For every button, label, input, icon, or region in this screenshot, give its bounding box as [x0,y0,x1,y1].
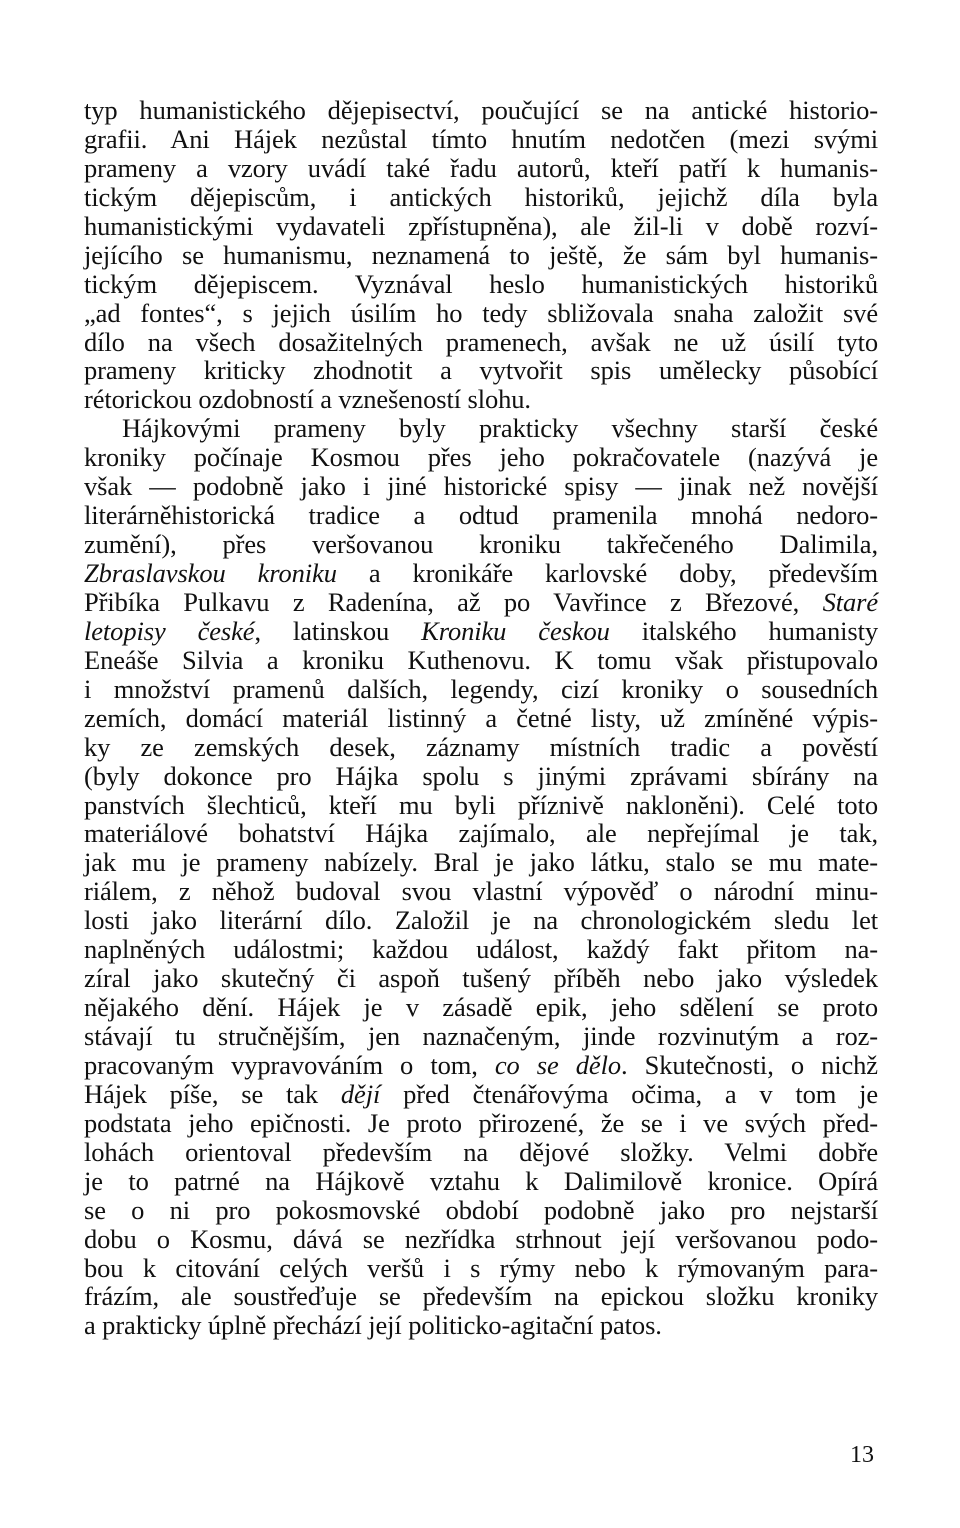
text-line [84,96,878,125]
text-line [84,501,878,530]
text-line [84,1196,878,1225]
text-segment: a kronikáře karlovské doby, především [336,558,878,588]
text-line [84,1138,878,1167]
text-line [84,1109,878,1138]
page-body [84,96,878,1340]
text-segment: (byly dokonce pro Hájka spolu s jinými zprávami sbírány na [84,760,878,791]
italic-title-text: Zbraslavskou kroniku [84,558,337,588]
text-line [84,704,878,733]
text-line [84,212,878,241]
text-segment: , latinskou [254,615,422,646]
text-segment: Hájkovými prameny byly prakticky všechny starší české [122,413,878,444]
text-segment: humanistickými vydavateli zpřístupněna), ale žil-li v době rozví- [84,210,878,241]
text-line [84,1282,878,1311]
text-line [84,1254,878,1283]
text-segment: prameny kriticky zhodnotit a vytvořit spis umělecky působící [84,355,878,386]
text-line [84,328,878,357]
text-segment: stávají tu stručnějším, jen naznačeným, jinde rozvinutým a roz- [84,1021,878,1051]
italic-title-text: dějí [340,1078,381,1109]
italic-title-text: letopisy české [84,615,255,646]
text-line [84,1311,878,1340]
text-line [84,1080,878,1109]
text-line [84,385,878,414]
text-line [84,1022,878,1051]
text-segment: typ humanistického dějepisectví, poučující se na antické historio- [84,95,878,125]
text-segment: se o ni pro pokosmovské období podobně jako pro nejstarší [84,1194,878,1225]
text-line [84,154,878,183]
text-line [84,443,878,472]
text-line [84,762,878,791]
text-segment: bou k citování celých veršů i s rýmy nebo k rýmovaným para- [84,1252,878,1283]
text-segment: je to patrné na Hájkově vztahu k Dalimilově kronice. Opírá [84,1165,878,1196]
text-line [84,588,878,617]
text-segment: Hájek píše, se tak [84,1078,341,1109]
italic-title-text: co se dělo [494,1049,621,1080]
text-segment: zumění), přes veršovanou kroniku takřečeného Dalimila, [84,529,878,560]
text-segment: před čtenářovýma očima, a v tom je [380,1078,879,1109]
italic-title-text: Staré [822,586,878,617]
text-segment: grafii. Ani Hájek nezůstal tímto hnutím nedotčen (mezi svými [84,123,878,154]
text-segment: literárněhistorická tradice a odtud pramenila mnohá nedoro- [84,500,878,531]
text-segment: zemích, domácí materiál listinný a četné listy, už zmíněné výpis- [84,702,878,733]
text-segment: frázím, ale soustřeďuje se především na epickou složku kroniky [84,1281,878,1312]
text-line [84,791,878,820]
text-segment: losti jako literární dílo. Založil je na chronologickém sledu let [84,905,878,936]
text-segment: „ad fontes“, s jejich úsilím ho tedy sbližovala snaha založit své [84,297,878,328]
text-line [84,299,878,328]
text-line [84,877,878,906]
text-segment: a prakticky úplně přechází její politicko-agitační patos. [84,1310,662,1341]
text-line [84,414,878,443]
text-segment: panstvích šlechticů, kteří mu byli příznivě nakloněni). Celé toto [84,789,878,820]
text-segment: však — podobně jako i jiné historické spisy — jinak než novější [84,471,878,502]
text-segment: tickým dějepiscem. Vyznával heslo humanistických historiků [84,268,878,299]
text-segment: kroniky počínaje Kosmou přes jeho pokračovatele (nazývá je [84,442,878,473]
text-segment: podstata jeho epičnosti. Je proto přirozené, že se i ve svých před- [84,1107,878,1138]
text-line [84,993,878,1022]
text-line [84,819,878,848]
text-line [84,241,878,270]
text-segment: . Skutečnosti, o nichž [621,1049,878,1080]
text-line [84,356,878,385]
text-segment: pracovaným vypravováním o tom, [84,1049,495,1080]
text-line [84,270,878,299]
text-segment: materiálové bohatství Hájka zajímalo, ale nepřejímal je tak, [84,818,878,849]
text-line [84,183,878,212]
text-segment: riálem, z něhož budoval svou vlastní výpověď o národní minu- [84,876,878,907]
text-line [84,125,878,154]
text-line [84,559,878,588]
text-segment: jejícího se humanismu, neznamená to ještě, že sám byl humanis- [84,239,878,270]
text-segment: i množství pramenů dalších, legendy, cizí kroniky o sousedních [84,673,878,704]
text-line [84,675,878,704]
text-line [84,1225,878,1254]
text-line [84,530,878,559]
text-line [84,935,878,964]
text-line [84,733,878,762]
text-line [84,906,878,935]
text-line [84,1167,878,1196]
text-segment: dílo na všech dosažitelných pramenech, avšak ne už úsilí tyto [84,326,878,357]
text-segment: rétorickou ozdobností a vznešeností slohu. [84,384,531,415]
text-line [84,1051,878,1080]
page-number: 13 [850,1442,874,1468]
text-line [84,848,878,877]
text-segment: lohách orientoval především na dějové složky. Velmi dobře [84,1136,878,1167]
text-line [84,472,878,501]
text-segment: nějakého dění. Hájek je v zásadě epik, jeho sdělení se proto [84,992,878,1023]
text-segment: prameny a vzory uvádí také řadu autorů, kteří patří k humanis- [84,152,878,183]
text-segment: italského humanisty [609,615,878,646]
text-segment: jak mu je prameny nabízely. Bral je jako látku, stalo se mu mate- [84,847,878,878]
text-segment: dobu o Kosmu, dává se nezřídka strhnout její veršovanou podo- [84,1223,878,1254]
text-line [84,646,878,675]
text-segment: zíral jako skutečný či aspoň tušený příběh nebo jako výsledek [84,963,878,994]
text-segment: ky ze zemských desek, záznamy místních tradic a pověstí [84,731,878,762]
text-line [84,617,878,646]
italic-title-text: Kroniku českou [421,615,610,646]
text-segment: tickým dějepiscům, i antických historiků, jejichž díla byla [84,181,878,212]
text-segment: Přibíka Pulkavu z Radenína, až po Vavřince z Březové, [84,586,823,617]
text-segment: naplněných událostmi; každou událost, každý fakt přitom na- [84,934,878,965]
text-line [84,964,878,993]
text-segment: Eneáše Silvia a kroniku Kuthenovu. K tomu však přistupovalo [84,644,878,675]
